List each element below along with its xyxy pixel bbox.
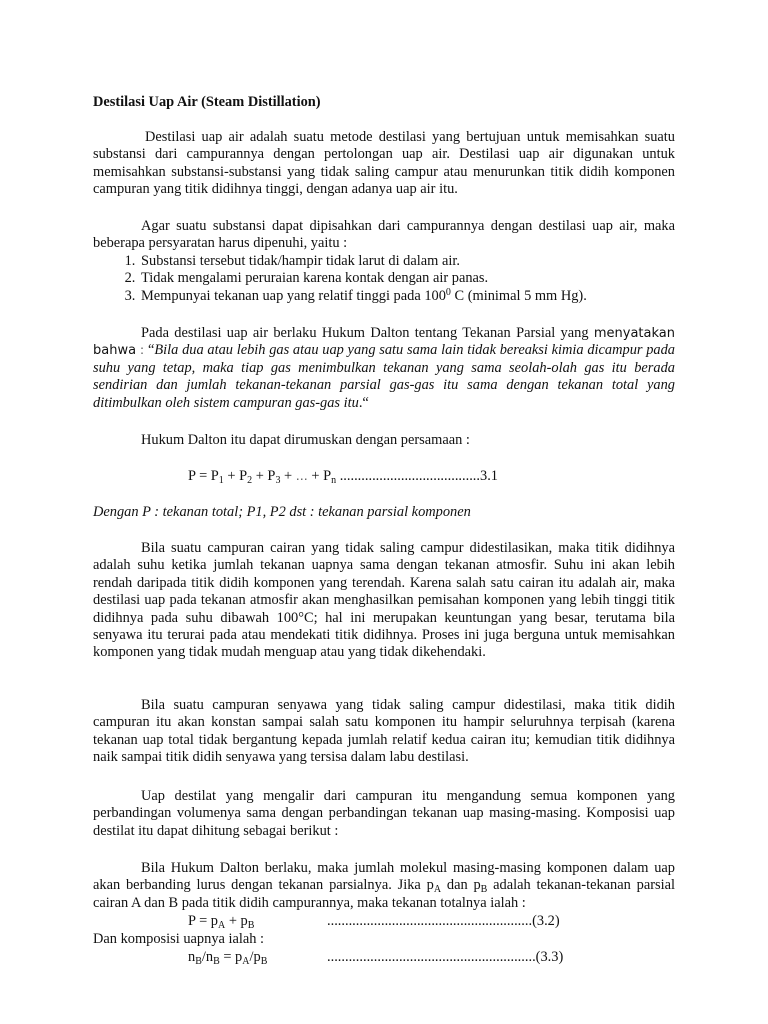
equation-3-3-number: ..........................................................(3.3) [327, 949, 564, 965]
document-title: Destilasi Uap Air (Steam Distillation) [93, 94, 321, 110]
paragraph-dalton-law: Pada destilasi uap air berlaku Hukum Dalton tentang Tekanan Parsial yang menyatakan bahwa : “Bila dua atau lebih gas atau uap yang satu sama lain tidak bereaksi kimia dicampur pada suhu yang tetap, maka tiap gas menimbulkan tekanan yang sama seolah-olah gas itu berada sendirian dan jumlah tekanan-tekanan parsial gas-gas itu sama dengan tekanan total yang ditimbulkan oleh sistem campuran gas-gas itu.“ [93, 325, 675, 411]
paragraph-constant-boiling: Bila suatu campuran senyawa yang tidak saling campur didestilasi, maka titik didih campuran itu akan konstan sampai salah satu komponen itu hampir seluruhnya terpisah (karena tekanan uap total tidak bergantung kepada jumlah relatif kedua cairan itu; kemudian titik didihnya naik sampai titik didih senyawa yang tersisa dalam labu destilasi. [93, 697, 675, 766]
paragraph-composition: Dan komposisi uapnya ialah : [93, 931, 265, 947]
list-item: 2. Tidak mengalami peruraian karena kontak dengan air panas. [139, 270, 675, 287]
equation-note: Dengan P : tekanan total; P1, P2 dst : tekanan parsial komponen [93, 504, 471, 520]
requirements-list [93, 253, 675, 305]
paragraph-intro: Destilasi uap air adalah suatu metode destilasi yang bertujuan untuk memisahkan suatu substansi dari campurannya dengan pertolongan uap air. Destilasi uap air digunakan untuk memisahkan substansi-substansi yang tidak saling campur atau menurunkan titik didih komponen campuran yang titik didihnya tinggi, dengan adanya uap air itu. [93, 129, 675, 198]
dalton-law-quote: Bila dua atau lebih gas atau uap yang satu sama lain tidak bereaksi kimia dicampur pada suhu yang tetap, maka tiap gas menimbulkan tekanan yang sama seolah-olah gas itu berada sendirian dan jumlah tekanan-tekanan parsial gas-gas itu sama dengan tekanan total yang ditimbulkan oleh sistem campuran gas-gas itu [93, 342, 675, 411]
equation-3-2-number: .........................................................(3.2) [327, 913, 560, 929]
equation-3-3: $n_B/n_B = p_A/p_B$ [188, 949, 268, 967]
list-item: 1. Substansi tersebut tidak/hampir tidak larut di dalam air. [139, 253, 675, 270]
paragraph-formula-intro: Hukum Dalton itu dapat dirumuskan dengan persamaan : [141, 432, 470, 448]
requirements-section [93, 218, 675, 305]
paragraph-requirements: Agar suatu substansi dapat dipisahkan dari campurannya dengan destilasi uap air, maka beberapa persyaratan harus dipenuhi, yaitu : [93, 218, 675, 252]
equation-3-1: $P = P_1 + P_2 + P_3$ + … + $P_n$ .......................................3.1 [188, 468, 498, 486]
equation-3-2: $P = p_A + p_B$ [188, 913, 255, 931]
paragraph-boiling-point: Bila suatu campuran cairan yang tidak saling campur didestilasikan, maka titik didihnya adalah suhu ketika jumlah tekanan uapnya sama dengan tekanan atmosfir. Suhu ini akan lebih rendah daripada titik didih komponen yang terendah. Karena salah satu cairan itu adalah air, maka destilasi uap pada tekanan atmosfir akan menghasilkan pemisahan komponen yang lebih tinggi titik didihnya pada suhu dibawah 100°C; hal ini merupakan keuntungan yang besar, terutama bila senyawa itu terurai pada atau mendekati titik didihnya. Proses ini juga berguna untuk memisahkan komponen yang tidak mudah menguap atau yang tidak dikehendaki. [93, 540, 675, 661]
paragraph-partial-pressure: Bila Hukum Dalton berlaku, maka jumlah molekul masing-masing komponen dalam uap akan berbanding lurus dengan tekanan parsialnya. Jika $p_A$ dan $p_B$ adalah tekanan-tekanan parsial cairan A dan B pada titik didih campurannya, maka tekanan totalnya ialah : [93, 860, 675, 911]
paragraph-distillate: Uap destilat yang mengalir dari campuran itu mengandung semua komponen yang perbandingan volumenya sama dengan perbandingan tekanan uap masing-masing. Komposisi uap destilat itu dapat dihitung sebagai berikut : [93, 788, 675, 839]
list-item: 3. Mempunyai tekanan uap yang relatif tinggi pada $100^0$ C (minimal 5 mm Hg). [139, 288, 675, 305]
